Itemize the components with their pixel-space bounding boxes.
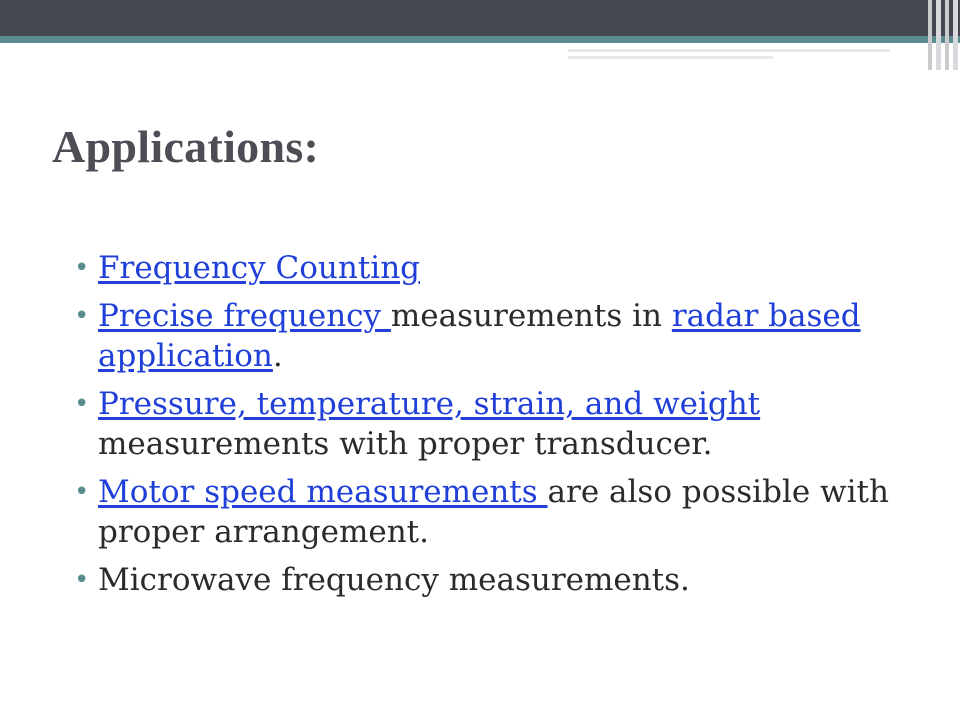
bullet-list xyxy=(72,248,892,608)
bullet-text: . xyxy=(272,338,283,374)
bullet-icon: • xyxy=(74,389,90,419)
decorative-pillar xyxy=(928,0,932,70)
bullet-item xyxy=(72,248,892,288)
header-bar xyxy=(0,0,960,36)
decorative-pillar xyxy=(945,0,949,70)
decorative-line xyxy=(568,56,773,59)
decorative-pillar xyxy=(936,0,941,70)
bullet-item xyxy=(72,296,892,376)
bullet-item xyxy=(72,384,892,464)
header-accent-stripe xyxy=(0,36,960,43)
link-motor-speed[interactable]: Motor speed measurements xyxy=(98,474,548,510)
slide-title: Applications: xyxy=(52,121,320,172)
bullet-icon: • xyxy=(74,477,90,507)
link-frequency-counting[interactable]: Frequency Counting xyxy=(98,250,421,286)
bullet-text: measurements in xyxy=(390,298,672,334)
link-precise-frequency[interactable]: Precise frequency xyxy=(98,298,391,334)
link-radar-application[interactable]: radar based application xyxy=(98,298,861,374)
bullet-icon: • xyxy=(74,301,90,331)
decorative-pillar xyxy=(953,0,958,70)
decorative-line xyxy=(568,49,890,52)
bullet-text: are also possible with proper arrangement. xyxy=(98,474,889,550)
bullet-item xyxy=(72,472,892,552)
bullet-icon: • xyxy=(74,253,90,283)
link-pressure-temperature[interactable]: Pressure, temperature, strain, and weight xyxy=(98,386,761,422)
bullet-text: measurements with proper transducer. xyxy=(98,426,713,462)
bullet-icon: • xyxy=(74,565,90,595)
bullet-text: Microwave frequency measurements. xyxy=(98,562,690,598)
bullet-item xyxy=(72,560,892,600)
decorative-pillars xyxy=(926,0,960,70)
